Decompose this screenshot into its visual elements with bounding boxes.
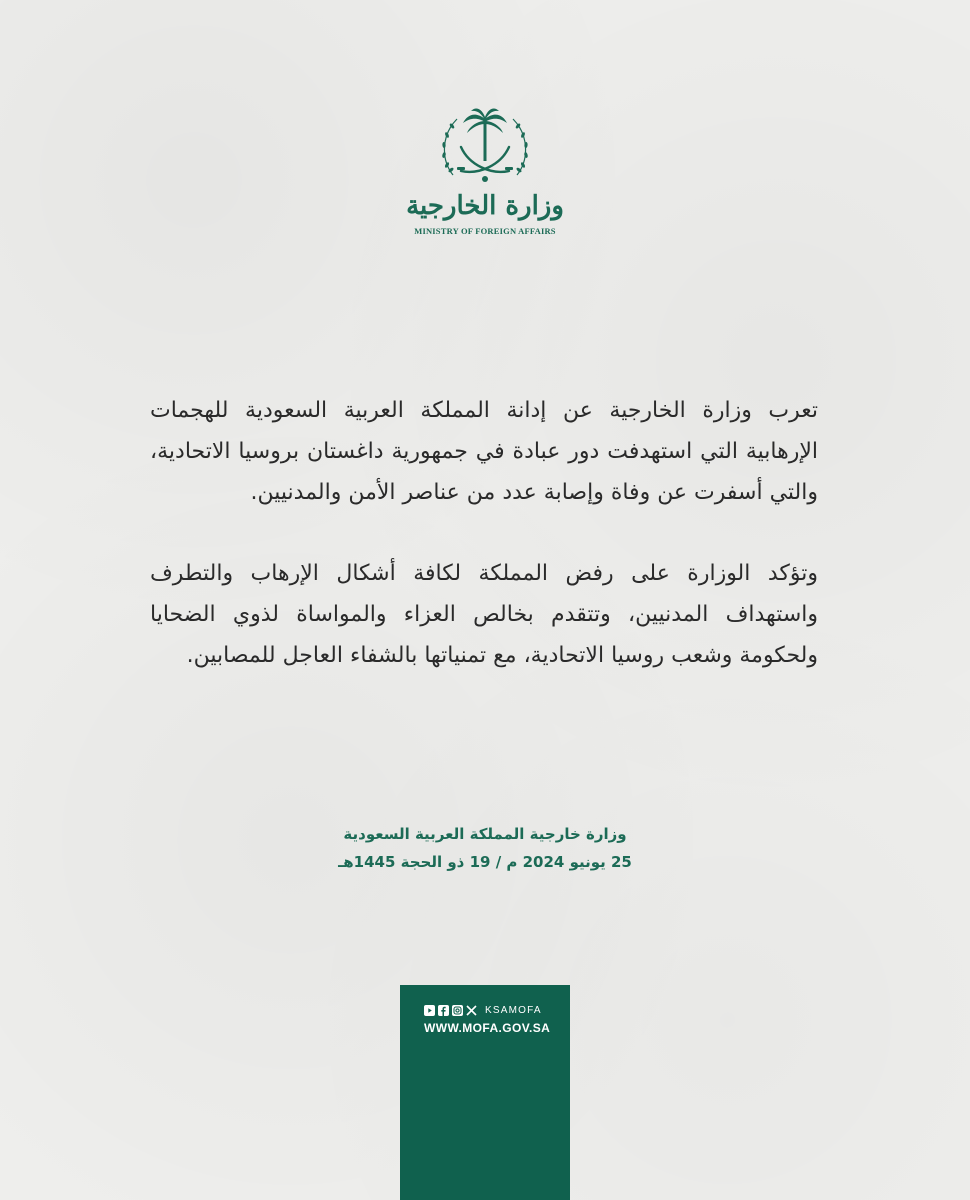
facebook-icon[interactable] bbox=[438, 1005, 449, 1016]
signature-block bbox=[300, 820, 670, 876]
paragraph-1-text: تعرب وزارة الخارجية عن إدانة المملكة العربية السعودية للهجمات الإرهابية التي استهدفت دور عبادة في جمهورية داغستان بروسيا الاتحادية، والتي أسفرت عن وفاة وإصابة عدد من عناصر الأمن والمدنيين. bbox=[150, 398, 818, 505]
social-row bbox=[424, 1005, 542, 1016]
statement-paragraph-2 bbox=[150, 553, 818, 676]
website-link[interactable]: WWW.MOFA.GOV.SA bbox=[424, 1021, 551, 1035]
statement-paragraph-1 bbox=[150, 390, 818, 513]
logo-english-name: MINISTRY OF FOREIGN AFFAIRS bbox=[414, 226, 556, 236]
footer-box bbox=[400, 985, 570, 1200]
x-icon[interactable] bbox=[466, 1005, 477, 1016]
paragraph-2-text: وتؤكد الوزارة على رفض المملكة لكافة أشكال الإرهاب والتطرف واستهداف المدنيين، وتتقدم بخالص العزاء والمواساة لذوي الضحايا ولحكومة وشعب روسيا الاتحادية، مع تمنياتها بالشفاء العاجل للمصابين. bbox=[150, 561, 818, 668]
youtube-icon[interactable] bbox=[424, 1005, 435, 1016]
ministry-logo bbox=[405, 105, 565, 245]
signature-date: 25 يونيو 2024 م / 19 ذو الحجة 1445هـ bbox=[338, 853, 632, 871]
logo-arabic-name: وزارة الخارجية bbox=[406, 191, 564, 221]
instagram-icon[interactable] bbox=[452, 1005, 463, 1016]
signature-issuer: وزارة خارجية المملكة العربية السعودية bbox=[343, 825, 627, 843]
saudi-emblem-icon bbox=[435, 105, 535, 190]
social-handle[interactable]: KSAMOFA bbox=[485, 1005, 542, 1016]
